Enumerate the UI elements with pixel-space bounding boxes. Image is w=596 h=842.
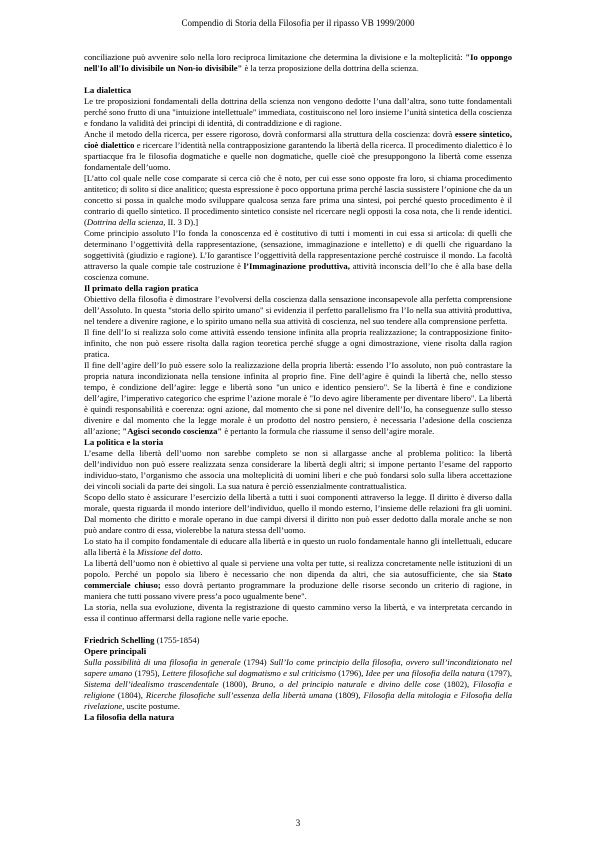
work-date: (1795), [132,668,162,678]
section-heading-politica: La politica e la storia [84,437,164,447]
work-title: Bruno, o del principio naturale e divino delle cose [251,679,441,689]
page-number: 3 [295,818,301,828]
work-title: Idee per una filosofia della natura [365,668,485,678]
bold-quote: "Io oppongo nell'Io all'Io divisibile un Non-io divisibile" [84,52,512,73]
work-title: Sulla possibilità di una filosofia in generale [84,657,241,667]
text-span: Anche il metodo della ricerca, per essere rigoroso, dovrà conformarsi alla struttura della coscienza: dovrà [84,129,455,139]
work-title: Ricerche filosofiche sull’essenza della libertà umana [145,690,333,700]
italic-citation: Dottrina della scienza, [86,217,166,227]
text-span: conciliazione può avvenire solo nella loro reciproca limitazione che determina la divisione e la molteplicità: [84,52,466,62]
paragraph: Obiettivo della filosofia è dimostrare l’evolversi della coscienza dalla sensazione inconsapevole alla perfetta comprensione dell’Assoluto. In questa "storia dello spirito umano" si evidenzia il perfetto parallelismo fra l’Io nella sua attività produttiva, nel tendere a divenire ragione, e lo spirito umano nella sua attività di coscienza, nel suo tendere alla comprensione perfetta. [84,294,512,326]
works-list [84,657,512,712]
paragraph: Le tre proposizioni fondamentali della dottrina della scienza non vengono dedotte l’una dall’altra, sono tutte fondamentali perché sono frutto di una "intuizione intellettuale" immediata, costituiscono nel loro insieme l’unità sintetica della coscienza e fondano la validità dei principi di identità, di contraddizione e di ragione. [84,96,512,128]
section-heading-natura: La filosofia della natura [84,712,175,722]
author-heading [84,635,512,646]
text-span: Lo stato ha il compito fondamentale di educare alla libertà e in questo un ruolo fondamentale hanno gli intellettuali, educare alla libertà è la [84,536,512,557]
section-heading-opere: Opere principali [84,646,147,656]
paragraph [84,558,512,602]
author-name: Friedrich Schelling [84,635,155,645]
text-span: attività inconscia dell’Io che è alla base della coscienza comune. [84,261,512,282]
text-span: Il fine dell’agire dell’Io può essere solo la realizzazione della propria libertà: essendo l’Io assoluto, non può contrastare la propria natura incondizionata nella tensione infinita al proprio fine. Fine dell’agire è quindi la libertà che, nello stesso tempo, è condizione dell’agire: legge e libertà sono "un unico e identico pensiero". Se la libertà è fine e condizione dell’agire, l’imperativo categorico che esprime l’azione morale è "Io devo agire liberamente per diventare libero". La libertà è quindi responsabilità e coerenza: ogni azione, dal momento che si pone nel divenire dell’Io, ha conseguenze sullo stesso divenire e dal momento che la legge morale è un prodotto del nostro pensiero, è necessaria l’adesione della coscienza all’azione; [84,360,512,436]
text-span: II. 3 D).] [165,217,199,227]
work-date: (1809), [332,690,364,700]
bold-quote: "Agisci secondo coscienza" [122,426,223,436]
work-title: Filosofia e religione [84,679,513,700]
work-date: (1797), [484,668,513,678]
work-date: uscite postume. [124,701,180,711]
work-date: (1802), [440,679,474,689]
bold-text: l’Immaginazione produttiva, [243,261,350,271]
paragraph: Il fine dell’Io si realizza solo come attività essendo tensione infinita alla propria realizzazione; la contrapposizione finito-infinito, che non può essere risolta dalla ragion teoretica perché sfugge a ogni dimostrazione, viene risolta dalla ragion pratica. [84,327,512,359]
paragraph [84,129,512,173]
text-span: è la terza proposizione della dottrina della scienza. [242,63,419,73]
section-heading-dialettica: La dialettica [84,85,132,95]
text-span: e ricercare l’identità nella contrapposizione garantendo la libertà della ricerca. Il procedimento dialettico è lo spartiacque fra le filosofia dogmatiche e quelle non dogmatiche, quelle cioè che presuppongono la libertà come essenza fondamentale dell’uomo. [84,140,512,172]
intro-paragraph [84,52,512,74]
bold-text: Stato commerciale chiuso; [84,569,512,590]
section-heading-primato: Il primato della ragion pratica [84,283,199,293]
paragraph [84,360,512,437]
bold-text: essere sintetico, cioè dialettico [84,129,512,150]
work-date: (1800), [218,679,252,689]
work-title: Sull’Io come principio della filosofia, ovvero sull’incondizionato nel sapere umano [84,657,513,678]
paragraph [84,536,512,558]
quoted-paragraph [84,173,512,228]
work-title: Filosofia della mitologia e Filosofia della rivelazione, [84,690,513,711]
paragraph [84,228,512,283]
text-span: [L’atto col quale nelle cose comparate si cerca ciò che è noto, per cui esse sono opposte fra loro, si chiama procedimento antitetico; di solito si dice analitico; questa espressione è poco opportuna prima perché lascia sussistere l’opinione che da un concetto si possa in qualche modo sviluppare qualcosa senza fare prima una sintesi, poi perché questo procedimento è il contrario di quello sintetico. Il procedimento sintetico consiste nel ricercare negli opposti la cosa nota, che li rende identici. ( [84,173,512,227]
work-title: Sistema dell’idealismo trascendentale [84,679,219,689]
paragraph: L’esame della libertà dell’uomo non sarebbe completo se non si allargasse anche al problema politico: la libertà dell’individuo non può essere realizzata senza considerare la libertà degli altri; si impone pertanto l’esame del rapporto individuo-stato, l’organismo che associa una molteplicità di uomini liberi e che può fondarsi solo sulla libera accettazione dei vincoli sociali da parte dei singoli. La sua natura è perciò essenzialmente contrattualistica. [84,448,512,491]
running-header: Compendio di Storia della Filosofia per il ripasso VB 1999/2000 [181,18,415,28]
paragraph: La storia, nella sua evoluzione, diventa la registrazione di questo cammino verso la libertà, e va interpretata cercando in essa il continuo affermarsi della ragione nelle varie epoche. [84,602,512,623]
text-span: esso dovrà pertanto programmare la produzione delle risorse secondo un criterio di ragione, in maniera che tutti possano vivere press’a poco ugualmente bene". [84,580,513,601]
text-span: Come principio assoluto l’Io fonda la conoscenza ed è costitutivo di tutti i momenti in cui essa si articola: di quelli che determinano l’oggettività della rappresentazione, (sensazione, immaginazione e intelletto) e di quelli che riguardano la soggettività (giudizio e ragione). L’Io garantisce l’oggettività della rappresentazione perché costruisce il mondo. La facoltà attraverso la quale compie tale costruzione è [84,228,512,271]
work-date: (1804), [114,690,146,700]
page-content [84,52,512,723]
work-title: Lettere filosofiche sul dogmatismo e sul criticismo [162,668,336,678]
italic-title: Missione del dotto. [136,547,203,557]
author-dates: (1755-1854) [154,635,200,645]
text-span: La libertà dell’uomo non è obiettivo al quale si perviene una volta per tutte, si realizza concretamente nelle istituzioni di un popolo. Perché un popolo sia libero è necessario che non dipenda da altri, che sia autosufficiente, che sia [84,558,512,579]
paragraph: Scopo dello stato è assicurare l’esercizio della libertà a tutti i suoi componenti attraverso la legge. Il diritto è diverso dalla morale, questa riguarda il mondo interiore dell’individuo, quello il mondo esterno, l’insieme delle relazioni fra gli uomini. Dal momento che diritto e morale operano in due campi diversi il diritto non può esser dedotto dalla morale anche se non può andare contro di essa, violerebbe la natura stessa dell’uomo. [84,492,512,535]
work-date: (1796), [335,668,366,678]
text-span: è pertanto la formula che riassume il senso dell’agire morale. [222,426,435,436]
work-date: (1794) [240,657,270,667]
